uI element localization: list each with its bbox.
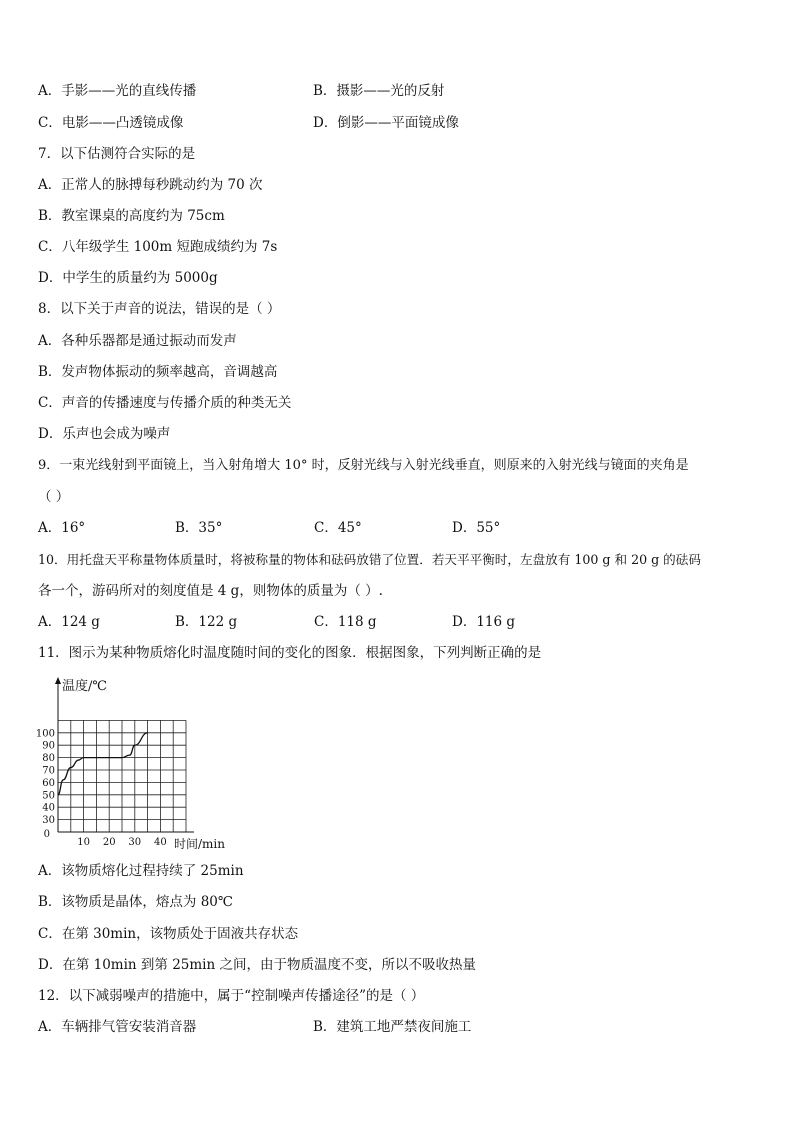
x-axis-label: 时间/min: [174, 837, 225, 851]
y-axis-label: 温度/℃: [62, 679, 107, 694]
q11-option-b: B．该物质是晶体，熔点为 80℃: [38, 894, 233, 910]
x-tick-label: 30: [128, 837, 142, 848]
q6-option-a: A．手影——光的直线传播: [38, 83, 197, 99]
y-tick-label: 80: [42, 753, 55, 765]
q6-option-b: B．摄影——光的反射: [313, 83, 445, 99]
y-tick-label: 30: [42, 815, 55, 827]
q11-stem: 11．图示为某种物质熔化时温度随时间的变化的图象．根据图象，下列判断正确的是: [38, 645, 542, 661]
q10-option-c: C．118 g: [314, 614, 377, 630]
y-tick-label: 50: [42, 790, 55, 802]
q6-option-c: C．电影——凸透镜成像: [38, 115, 184, 131]
q7-option-c: C．八年级学生 100m 短跑成绩约为 7s: [38, 239, 278, 255]
q9-stem-line2: （ ）: [38, 489, 70, 505]
q7-option-b: B．教室课桌的高度约为 75cm: [38, 208, 225, 224]
q8-stem: 8．以下关于声音的说法，错误的是（ ）: [38, 301, 281, 317]
q7-option-d: D．中学生的质量约为 5000g: [38, 270, 218, 286]
q9-option-a: A．16°: [38, 520, 86, 536]
q9-option-c: C．45°: [314, 520, 362, 536]
q8-option-d: D．乐声也会成为噪声: [38, 426, 171, 442]
q9-stem-line1: 9．一束光线射到平面镜上，当入射角增大 10° 时，反射光线与入射光线垂直，则原来的入射光线与镜面的夹角是: [38, 458, 689, 473]
q10-stem-line1: 10．用托盘天平称量物体质量时，将被称量的物体和砝码放错了位置．若天平平衡时，左盘放有 100 g 和 20 g 的砝码: [38, 552, 701, 567]
q11-option-c: C．在第 30min，该物质处于固液共存状态: [38, 926, 299, 942]
y-tick-label: 70: [42, 765, 55, 777]
y-tick-label: 90: [42, 740, 55, 752]
melting-curve-chart: [36, 674, 246, 854]
q12-option-a: A．车辆排气管安装消音器: [38, 1019, 197, 1035]
q12-stem: 12．以下减弱噪声的措施中，属于“控制噪声传播途径”的是（ ）: [38, 988, 425, 1004]
q6-option-d: D．倒影——平面镜成像: [313, 115, 459, 131]
q11-option-a: A．该物质熔化过程持续了 25min: [38, 863, 244, 879]
x-tick-label: 10: [77, 837, 90, 848]
q9-option-d: D．55°: [452, 520, 501, 536]
y-tick-label: 40: [42, 802, 55, 814]
q10-option-d: D．116 g: [452, 614, 516, 630]
origin-label: 0: [43, 829, 50, 840]
y-tick-label: 100: [36, 728, 55, 740]
q10-option-b: B．122 g: [175, 614, 238, 630]
q9-option-b: B．35°: [175, 520, 223, 536]
q8-option-b: B．发声物体振动的频率越高，音调越高: [38, 364, 278, 380]
x-tick-label: 40: [154, 837, 167, 848]
q8-option-c: C．声音的传播速度与传播介质的种类无关: [38, 395, 292, 411]
q8-option-a: A．各种乐器都是通过振动而发声: [38, 333, 237, 349]
q7-option-a: A．正常人的脉搏每秒跳动约为 70 次: [38, 177, 263, 193]
y-axis-arrow: [55, 677, 61, 684]
q10-option-a: A．124 g: [38, 614, 100, 630]
x-tick-label: 20: [102, 837, 116, 848]
y-tick-label: 60: [42, 777, 55, 789]
q7-stem: 7．以下估测符合实际的是: [38, 146, 196, 162]
q10-stem-line2: 各一个，游码所对的刻度值是 4 g，则物体的质量为（ ）.: [38, 583, 383, 599]
q12-option-b: B．建筑工地严禁夜间施工: [313, 1019, 472, 1035]
series-line-temperature: [58, 733, 148, 795]
q11-option-d: D．在第 10min 到第 25min 之间，由于物质温度不变，所以不吸收热量: [38, 957, 476, 973]
